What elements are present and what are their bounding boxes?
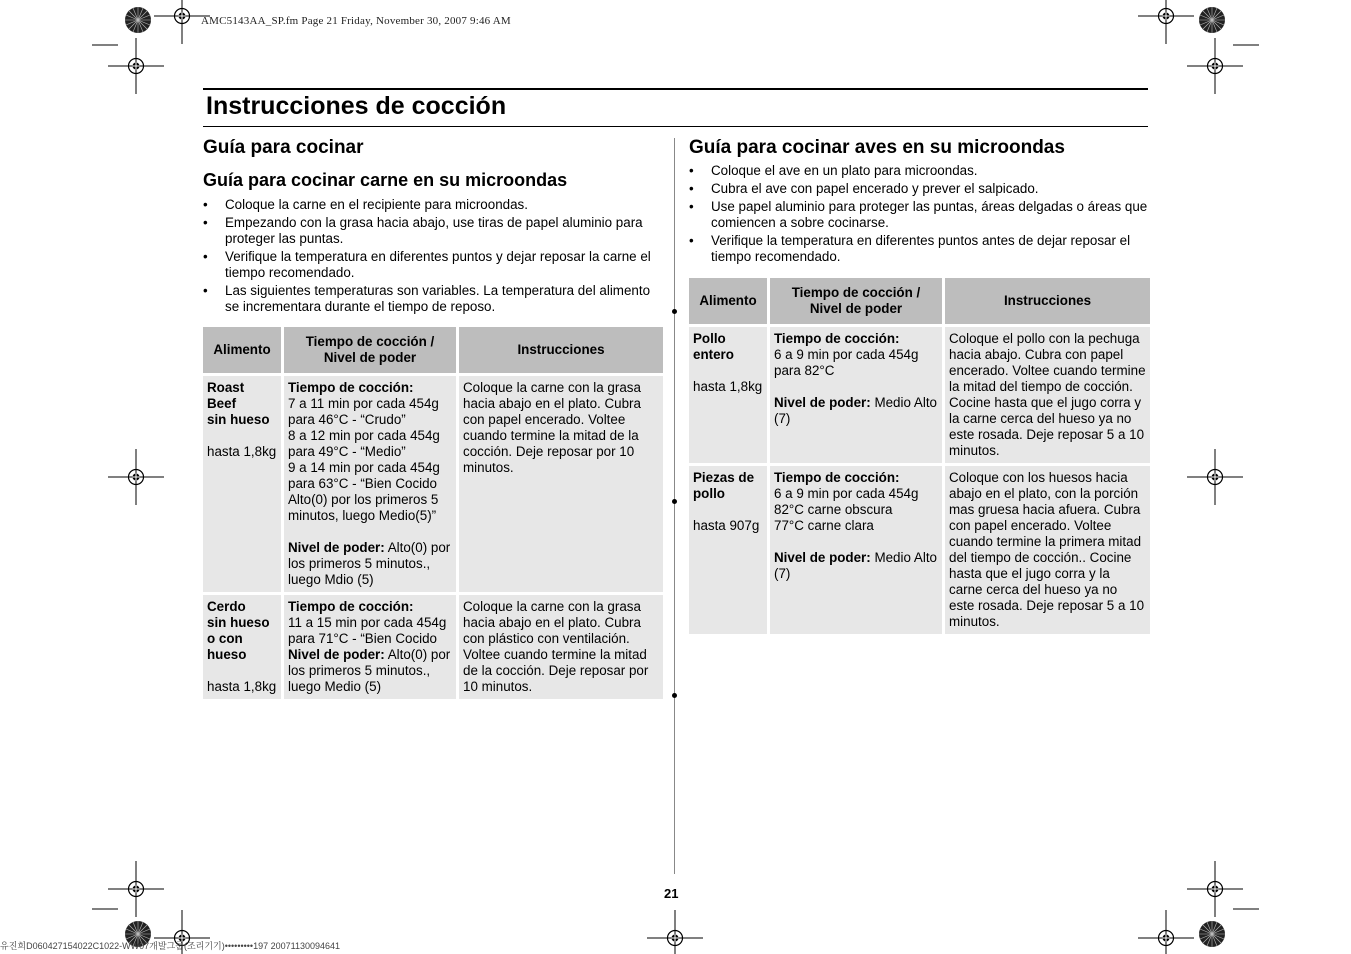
food-weight: hasta 1,8kg: [207, 679, 277, 694]
poultry-bullet-list: [689, 163, 1150, 265]
food-weight: hasta 1,8kg: [693, 379, 763, 394]
footer-code: 유진희D060427154022C1022-WW07개발그룹(조리기기)•••••••••197 20071130094641: [0, 941, 340, 951]
bullet-dot: [672, 693, 677, 698]
food-cell: [203, 595, 281, 699]
instructions-cell: Coloque la carne con la grasa hacia abajo en el plato. Cubra con papel encerado. Voltee cuando termine la mitad de la cocción. Deje reposar por 10 minutos.: [459, 376, 663, 592]
right-column: [689, 136, 1150, 637]
time-cell: [284, 595, 456, 699]
column-header: Tiempo de cocción / Nivel de poder: [770, 278, 942, 324]
power-label: Nivel de poder:: [288, 540, 385, 555]
list-item: • Coloque la carne en el recipiente para microondas.: [203, 197, 665, 213]
list-item: • Las siguientes temperaturas son variables. La temperatura del alimento se incrementara durante el tiempo de reposo.: [203, 283, 665, 315]
food-cell: [689, 466, 767, 634]
column-header: Instrucciones: [945, 278, 1150, 324]
time-label: Tiempo de cocción:: [774, 470, 900, 485]
meat-table: [200, 324, 666, 702]
list-item: • Verifique la temperatura en diferentes puntos y dejar reposar la carne el tiempo recomendado.: [203, 249, 665, 281]
section-title: Guía para cocinar: [203, 137, 364, 158]
page-number: 21: [664, 886, 679, 901]
column-header: Instrucciones: [459, 327, 663, 373]
list-item: • Use papel aluminio para proteger las puntas, áreas delgadas o áreas que comiencen a sobre cocinarse.: [689, 199, 1150, 231]
list-item: • Coloque el ave en un plato para microondas.: [689, 163, 1150, 179]
table-header-row: [203, 327, 663, 373]
instructions-cell: Coloque con los huesos hacia abajo en el plato, con la porción mas gruesa hacia afuera. Cubra con papel encerado. Voltee cuando termine la primera mitad del tiempo de cocción.. Cocine hasta que el jugo corra y la carne cerca del hueso ya no este rosada. Deje reposar 5 a 10 minutos.: [945, 466, 1150, 634]
power-text: Medio Alto (7): [774, 550, 937, 581]
power-text: Alto(0) por los primeros 5 minutos., luego Medio (5): [288, 647, 451, 694]
page-title-bar: [203, 88, 1148, 127]
food-weight: hasta 907g: [693, 518, 760, 533]
instructions-cell: Coloque la carne con la grasa hacia abajo en el plato. Cubra con plástico con ventilación. Voltee cuando termine la mitad de la cocción. Deje reposar por 10 minutos.: [459, 595, 663, 699]
power-label: Nivel de poder:: [774, 395, 871, 410]
section-title: Guía para cocinar aves en su microondas: [689, 137, 1065, 158]
table-row: [203, 595, 663, 699]
time-cell: [284, 376, 456, 592]
bullet-dot: [672, 309, 677, 314]
power-text: Alto(0) por los primeros 5 minutos., luego Mdio (5): [288, 540, 451, 587]
page-title: Instrucciones de cocción: [206, 92, 507, 120]
instructions-cell: Coloque el pollo con la pechuga hacia abajo. Cubra con papel encerado. Voltee cuando termine la mitad del tiempo de cocción. Cocine hasta que el jugo corra y la carne cerca del hueso ya no este rosada. Deje reposar 5 a 10 minutos.: [945, 327, 1150, 463]
list-item: • Verifique la temperatura en diferentes puntos antes de dejar reposar el tiempo recomendado.: [689, 233, 1150, 265]
table-row: [689, 466, 1150, 634]
power-text: Medio Alto (7): [774, 395, 937, 426]
time-label: Tiempo de cocción:: [774, 331, 900, 346]
food-cell: [689, 327, 767, 463]
time-cell: [770, 327, 942, 463]
time-text: 11 a 15 min por cada 454g para 71°C - “Bien Cocido: [288, 615, 447, 646]
table-row: [689, 327, 1150, 463]
column-header: Tiempo de cocción / Nivel de poder: [284, 327, 456, 373]
time-label: Tiempo de cocción:: [288, 380, 414, 395]
meat-bullet-list: [203, 197, 665, 315]
table-header-row: [689, 278, 1150, 324]
time-cell: [770, 466, 942, 634]
power-label: Nivel de poder:: [288, 647, 385, 662]
food-name: Piezas de pollo: [693, 470, 755, 501]
time-text: 7 a 11 min por cada 454g para 46°C - “Crudo” 8 a 12 min por cada 454g para 49°C - “Medio” 9 a 14 min por cada 454g para 63°C - “Bien Cocido Alto(0) por los primeros 5 minutos, luego Medio(5)”: [288, 396, 440, 523]
bullet-dot: [672, 499, 677, 504]
list-item: • Empezando con la grasa hacia abajo, use tiras de papel aluminio para proteger las puntas.: [203, 215, 665, 247]
column-header: Alimento: [203, 327, 281, 373]
column-header: Alimento: [689, 278, 767, 324]
time-label: Tiempo de cocción:: [288, 599, 414, 614]
time-text: 6 a 9 min por cada 454g 82°C carne obscura 77°C carne clara: [774, 486, 919, 533]
list-item: • Cubra el ave con papel encerado y prever el salpicado.: [689, 181, 1150, 197]
food-weight: hasta 1,8kg: [207, 444, 277, 459]
subsection-title: Guía para cocinar carne en su microondas: [203, 170, 568, 190]
food-cell: [203, 376, 281, 592]
column-divider: [674, 138, 675, 874]
file-header: AMC5143AA_SP.fm Page 21 Friday, November 30, 2007 9:46 AM: [201, 15, 511, 27]
left-column: [203, 136, 665, 702]
food-name: Pollo entero: [693, 331, 734, 362]
poultry-table: [686, 275, 1153, 637]
power-label: Nivel de poder:: [774, 550, 871, 565]
food-name: Cerdo sin hueso o con hueso: [207, 599, 270, 662]
food-name: Roast Beef sin hueso: [207, 380, 270, 427]
time-text: 6 a 9 min por cada 454g para 82°C: [774, 347, 919, 378]
table-row: [203, 376, 663, 592]
